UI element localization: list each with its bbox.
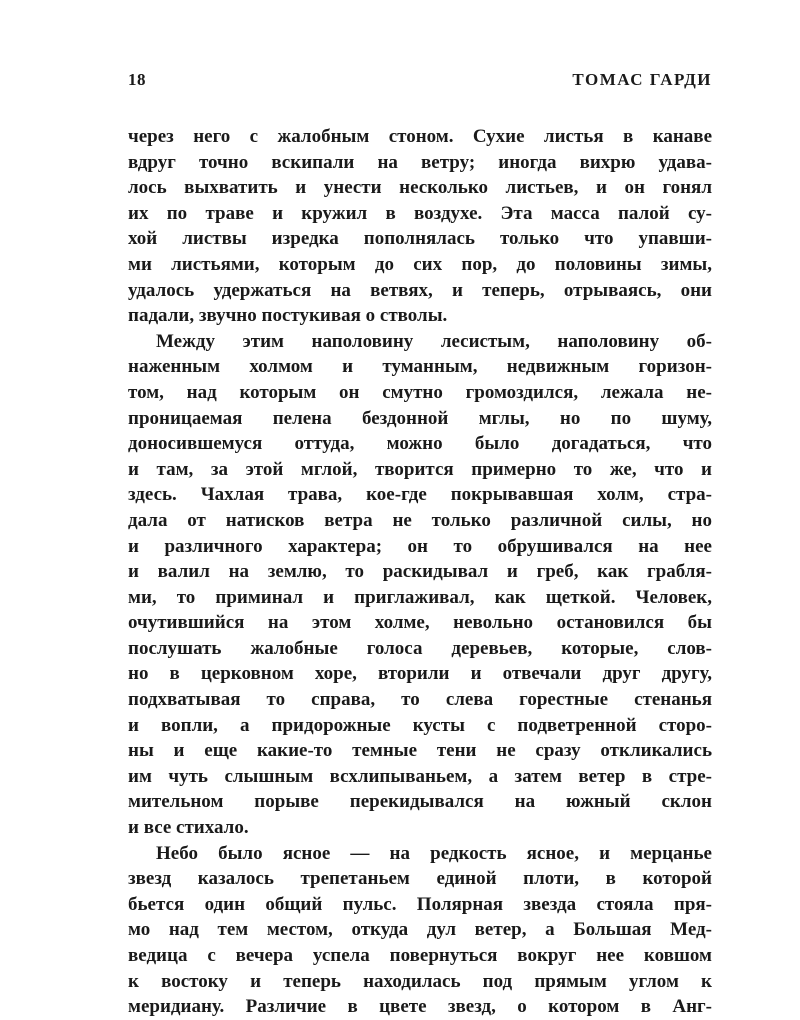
text-line: вдруг точно вскипали на ветру; иногда вихрю удава- [128, 151, 712, 173]
body-text [128, 124, 712, 1020]
text-line: доносившемуся оттуда, можно было догадаться, что [128, 433, 712, 455]
text-line: ми, то приминал и приглаживал, как щеткой. Человек, [128, 586, 712, 608]
text-line: послушать жалобные голоса деревьев, которые, слов- [128, 637, 712, 659]
text-line: лось выхватить и унести несколько листьев, и он гонял [128, 177, 712, 199]
text-line: очутившийся на этом холме, невольно остановился бы [128, 612, 712, 634]
text-line: мо над тем местом, откуда дул ветер, а Большая Мед- [128, 919, 712, 941]
text-line: удалось удержаться на ветвях, и теперь, отрываясь, они [128, 279, 712, 301]
text-line: ведица с вечера успела повернуться вокруг нее ковшом [128, 945, 712, 966]
text-line: и валил на землю, то раскидывал и греб, как грабля- [128, 561, 712, 583]
text-line: и вопли, а придорожные кусты с подветренной сторо- [128, 714, 712, 736]
text-line: дала от натисков ветра не только различной силы, но [128, 509, 712, 531]
book-page [128, 70, 712, 1020]
text-line: их по траве и кружил в воздухе. Эта масса палой су- [128, 202, 712, 224]
text-line: и все стихало. [128, 817, 249, 839]
text-line: им чуть слышным всхлипываньем, а затем ветер в стре- [128, 765, 712, 787]
text-line: здесь. Чахлая трава, кое-где покрывавшая холм, стра- [128, 484, 712, 506]
page-number: 18 [128, 70, 146, 89]
text-line: хой листвы изредка пополнялась только что упавши- [128, 228, 712, 250]
text-line: проницаемая пелена бездонной мглы, но по шуму, [128, 407, 712, 429]
text-line: но в церковном хоре, вторили и отвечали друг другу, [128, 663, 712, 685]
text-line: падали, звучно постукивая о стволы. [128, 305, 448, 327]
text-line: к востоку и теперь находилась под прямым углом к [128, 970, 712, 992]
text-line: бьется один общий пульс. Полярная звезда стояла пря- [128, 893, 712, 915]
text-line: меридиану. Различие в цвете звезд, о котором в Анг- [128, 996, 712, 1018]
text-line: том, над которым он смутно громоздился, лежала не- [128, 381, 712, 403]
text-line: Между этим наполовину лесистым, наполовину об- [156, 330, 712, 352]
text-line: Небо было ясное — на редкость ясное, и мерцанье [156, 842, 712, 864]
text-line: подхватывая то справа, то слева горестные стенанья [128, 689, 712, 711]
running-head-author: ТОМАС ГАРДИ [572, 70, 712, 89]
text-line: и там, за этой мглой, творится примерно то же, что и [128, 458, 712, 480]
text-line: наженным холмом и туманным, недвижным горизон- [128, 356, 712, 378]
running-head [128, 70, 712, 102]
text-line: ны и еще какие-то темные тени не сразу откликались [128, 740, 712, 762]
text-line: через него с жалобным стоном. Сухие листья в канаве [128, 126, 712, 147]
text-line: звезд казалось трепетаньем единой плоти, в которой [128, 868, 712, 890]
text-line: и различного характера; он то обрушивался на нее [128, 535, 712, 557]
text-line: ми листьями, которым до сих пор, до половины зимы, [128, 253, 712, 275]
text-line: мительном порыве перекидывался на южный склон [128, 791, 712, 813]
